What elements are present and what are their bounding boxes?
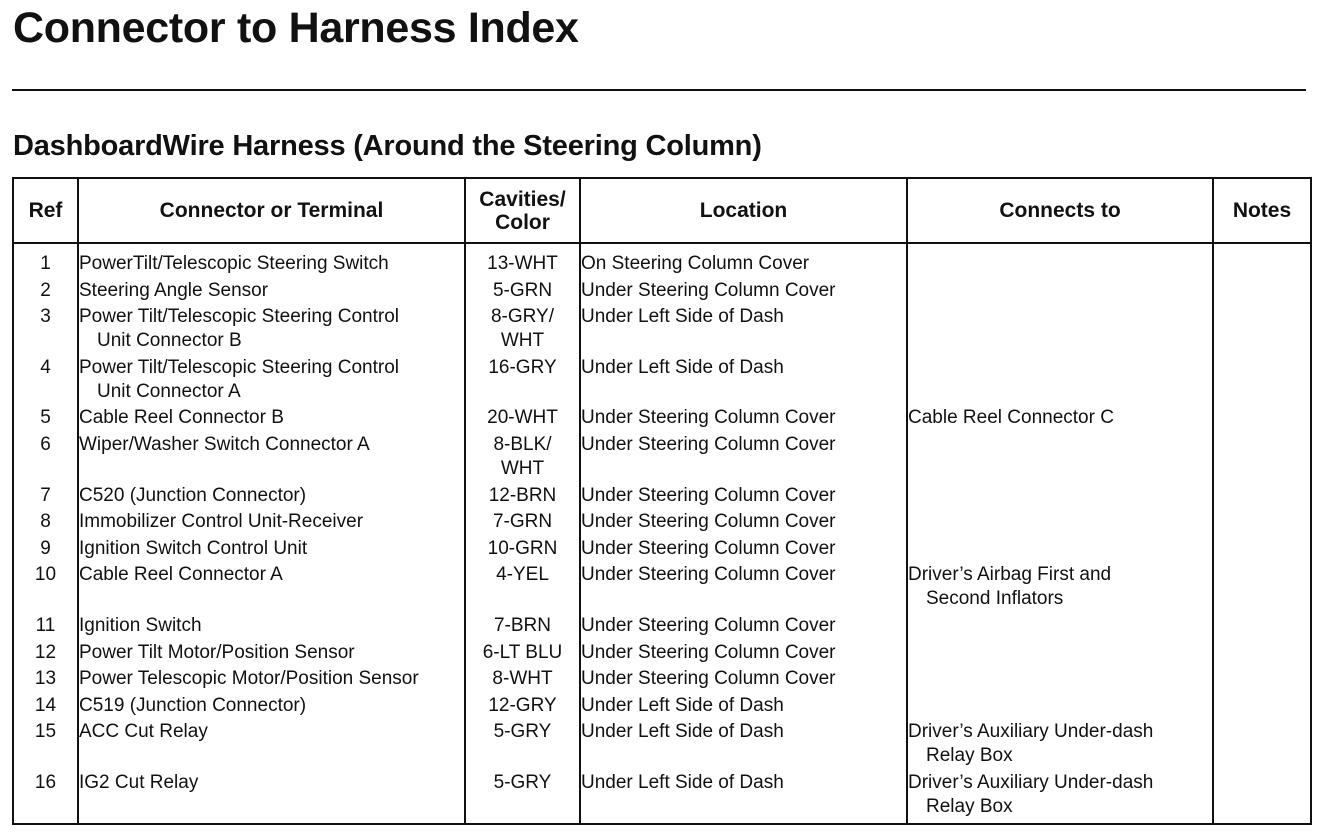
table-row: [13, 405, 1311, 432]
cell-ref: 1: [13, 243, 78, 278]
connector-index-table: [12, 177, 1312, 825]
cell-connects-to: [907, 770, 1213, 824]
table-row: [13, 243, 1311, 278]
cell-notes: [1213, 693, 1311, 720]
cell-location: Under Steering Column Cover: [580, 432, 907, 483]
cavities-text: 4-YEL: [496, 564, 549, 586]
connector-text: ACC Cut Relay: [79, 721, 208, 743]
title-divider: [12, 89, 1306, 91]
cell-connects-to: [907, 304, 1213, 355]
cell-ref: 6: [13, 432, 78, 483]
cell-cavities: [465, 719, 580, 770]
cell-cavities: [465, 536, 580, 563]
cell-location: Under Left Side of Dash: [580, 693, 907, 720]
cell-connects-to: [907, 562, 1213, 613]
cell-location: Under Steering Column Cover: [580, 613, 907, 640]
cavities-text: WHT: [500, 457, 545, 479]
connector-text: PowerTilt/Telescopic Steering Switch: [79, 253, 389, 274]
cell-connector: [78, 405, 465, 432]
cavities-text: 5-GRN: [492, 279, 553, 301]
cell-ref: 5: [13, 405, 78, 432]
cell-ref: 7: [13, 483, 78, 510]
cell-notes: [1213, 719, 1311, 770]
cell-connector: [78, 483, 465, 510]
connector-text: C520 (Junction Connector): [79, 484, 307, 506]
cell-location: Under Steering Column Cover: [580, 509, 907, 536]
header-cavities-line2: Color: [495, 210, 550, 234]
section-title: DashboardWire Harness (Around the Steering Column): [13, 130, 762, 162]
table-row: [13, 483, 1311, 510]
connector-text: Unit Connector B: [97, 330, 242, 352]
cell-ref: 12: [13, 640, 78, 667]
connector-text: Cable Reel Connector B: [79, 407, 284, 429]
cell-location: Under Steering Column Cover: [580, 483, 907, 510]
cavities-text: 8-BLK/: [493, 433, 552, 455]
header-connector: Connector or Terminal: [78, 178, 465, 243]
connects-to-text: Driver’s Auxiliary Under-dash: [908, 771, 1154, 793]
connects-to-text: Driver’s Airbag First and: [908, 564, 1112, 586]
table-row: [13, 509, 1311, 536]
cell-connector: [78, 536, 465, 563]
header-cavities-line1: Cavities/: [479, 187, 566, 211]
table-row: [13, 432, 1311, 483]
cell-location: Under Left Side of Dash: [580, 304, 907, 355]
cell-notes: [1213, 666, 1311, 693]
cell-location: On Steering Column Cover: [580, 243, 907, 278]
cell-location: Under Steering Column Cover: [580, 278, 907, 305]
cavities-text: 8-GRY/: [490, 306, 554, 328]
cavities-text: 13-WHT: [487, 253, 558, 274]
cell-connector: [78, 693, 465, 720]
connector-text: C519 (Junction Connector): [79, 694, 307, 716]
cell-cavities: [465, 770, 580, 824]
table-row: [13, 355, 1311, 406]
table-row: [13, 666, 1311, 693]
cell-connects-to: [907, 483, 1213, 510]
cell-cavities: [465, 432, 580, 483]
cell-cavities: [465, 243, 580, 278]
cell-location: Under Steering Column Cover: [580, 405, 907, 432]
connector-text: Cable Reel Connector A: [79, 564, 283, 586]
cell-ref: 16: [13, 770, 78, 824]
cell-ref: 15: [13, 719, 78, 770]
cell-notes: [1213, 405, 1311, 432]
cell-location: Under Steering Column Cover: [580, 666, 907, 693]
cell-notes: [1213, 355, 1311, 406]
connects-to-text: Relay Box: [926, 745, 1013, 767]
table-row: [13, 613, 1311, 640]
cell-connects-to: [907, 719, 1213, 770]
cell-connects-to: [907, 243, 1213, 278]
cell-location: Under Left Side of Dash: [580, 355, 907, 406]
cell-connector: [78, 640, 465, 667]
cavities-text: 10-GRN: [487, 537, 558, 559]
cell-notes: [1213, 640, 1311, 667]
cell-cavities: [465, 355, 580, 406]
cell-location: Under Steering Column Cover: [580, 562, 907, 613]
cell-cavities: [465, 562, 580, 613]
cell-ref: 8: [13, 509, 78, 536]
connector-text: IG2 Cut Relay: [79, 771, 199, 793]
cell-notes: [1213, 613, 1311, 640]
cell-cavities: [465, 405, 580, 432]
cell-notes: [1213, 562, 1311, 613]
header-ref: Ref: [13, 178, 78, 243]
cell-cavities: [465, 613, 580, 640]
cell-location: Under Steering Column Cover: [580, 536, 907, 563]
cell-connects-to: [907, 355, 1213, 406]
connects-to-text: Cable Reel Connector C: [908, 407, 1114, 429]
cavities-text: 20-WHT: [487, 407, 558, 429]
cavities-text: 6-LT BLU: [482, 641, 563, 663]
cell-cavities: [465, 483, 580, 510]
cavities-text: 5-GRY: [493, 721, 552, 743]
cavities-text: 5-GRY: [493, 771, 552, 793]
cavities-text: 12-BRN: [488, 484, 557, 506]
cell-notes: [1213, 509, 1311, 536]
cell-notes: [1213, 278, 1311, 305]
header-cavities: [465, 178, 580, 243]
cavities-text: 12-GRY: [488, 694, 557, 716]
table-row: [13, 278, 1311, 305]
table-row: [13, 719, 1311, 770]
cell-connector: [78, 243, 465, 278]
cell-connector: [78, 278, 465, 305]
cavities-text: 8-WHT: [492, 668, 553, 690]
connector-text: Unit Connector A: [97, 380, 241, 402]
cell-ref: 9: [13, 536, 78, 563]
cell-connects-to: [907, 666, 1213, 693]
cell-connects-to: [907, 509, 1213, 536]
cell-location: Under Steering Column Cover: [580, 640, 907, 667]
cell-connector: [78, 562, 465, 613]
cell-cavities: [465, 278, 580, 305]
cavities-text: 7-BRN: [493, 614, 551, 636]
cell-cavities: [465, 304, 580, 355]
cell-connector: [78, 304, 465, 355]
cell-connector: [78, 355, 465, 406]
cell-notes: [1213, 483, 1311, 510]
cell-connector: [78, 719, 465, 770]
cell-connects-to: [907, 640, 1213, 667]
cell-connector: [78, 613, 465, 640]
table-row: [13, 562, 1311, 613]
cell-notes: [1213, 432, 1311, 483]
connector-text: Ignition Switch: [79, 614, 202, 636]
cell-ref: 2: [13, 278, 78, 305]
connector-text: Wiper/Washer Switch Connector A: [79, 433, 370, 455]
cell-connector: [78, 432, 465, 483]
cell-connects-to: [907, 613, 1213, 640]
connector-text: Power Tilt Motor/Position Sensor: [79, 641, 355, 663]
connector-text: Power Tilt/Telescopic Steering Control: [79, 306, 399, 328]
cell-ref: 13: [13, 666, 78, 693]
cell-notes: [1213, 770, 1311, 824]
header-notes: Notes: [1213, 178, 1311, 243]
cell-ref: 3: [13, 304, 78, 355]
cavities-text: 16-GRY: [488, 356, 557, 378]
cell-connects-to: [907, 693, 1213, 720]
connects-to-text: Second Inflators: [926, 588, 1064, 610]
connector-text: Power Tilt/Telescopic Steering Control: [79, 356, 399, 378]
connector-text: Power Telescopic Motor/Position Sensor: [79, 668, 419, 690]
connector-text: Steering Angle Sensor: [79, 279, 269, 301]
cell-connector: [78, 770, 465, 824]
table-row: [13, 640, 1311, 667]
connects-to-text: Driver’s Auxiliary Under-dash: [908, 721, 1154, 743]
connector-text: Immobilizer Control Unit-Receiver: [79, 511, 364, 533]
cell-location: Under Left Side of Dash: [580, 770, 907, 824]
cell-ref: 4: [13, 355, 78, 406]
cell-connector: [78, 509, 465, 536]
table-row: [13, 693, 1311, 720]
cell-connects-to: [907, 278, 1213, 305]
cell-cavities: [465, 666, 580, 693]
cell-connects-to: [907, 432, 1213, 483]
cell-notes: [1213, 243, 1311, 278]
header-connects-to: Connects to: [907, 178, 1213, 243]
cavities-text: 7-GRN: [492, 511, 553, 533]
page-title: Connector to Harness Index: [13, 4, 579, 52]
cell-connector: [78, 666, 465, 693]
cell-connects-to: [907, 405, 1213, 432]
cell-cavities: [465, 693, 580, 720]
table-row: [13, 304, 1311, 355]
table-row: [13, 536, 1311, 563]
cell-connects-to: [907, 536, 1213, 563]
connector-text: Ignition Switch Control Unit: [79, 537, 308, 559]
header-location: Location: [580, 178, 907, 243]
cell-cavities: [465, 509, 580, 536]
cavities-text: WHT: [500, 330, 545, 352]
table-body: [13, 243, 1311, 824]
cell-ref: 11: [13, 613, 78, 640]
cell-notes: [1213, 304, 1311, 355]
cell-ref: 10: [13, 562, 78, 613]
cell-cavities: [465, 640, 580, 667]
connects-to-text: Relay Box: [926, 795, 1013, 817]
table-row: [13, 770, 1311, 824]
cell-ref: 14: [13, 693, 78, 720]
cell-location: Under Left Side of Dash: [580, 719, 907, 770]
table-header-row: [13, 178, 1311, 243]
cell-notes: [1213, 536, 1311, 563]
